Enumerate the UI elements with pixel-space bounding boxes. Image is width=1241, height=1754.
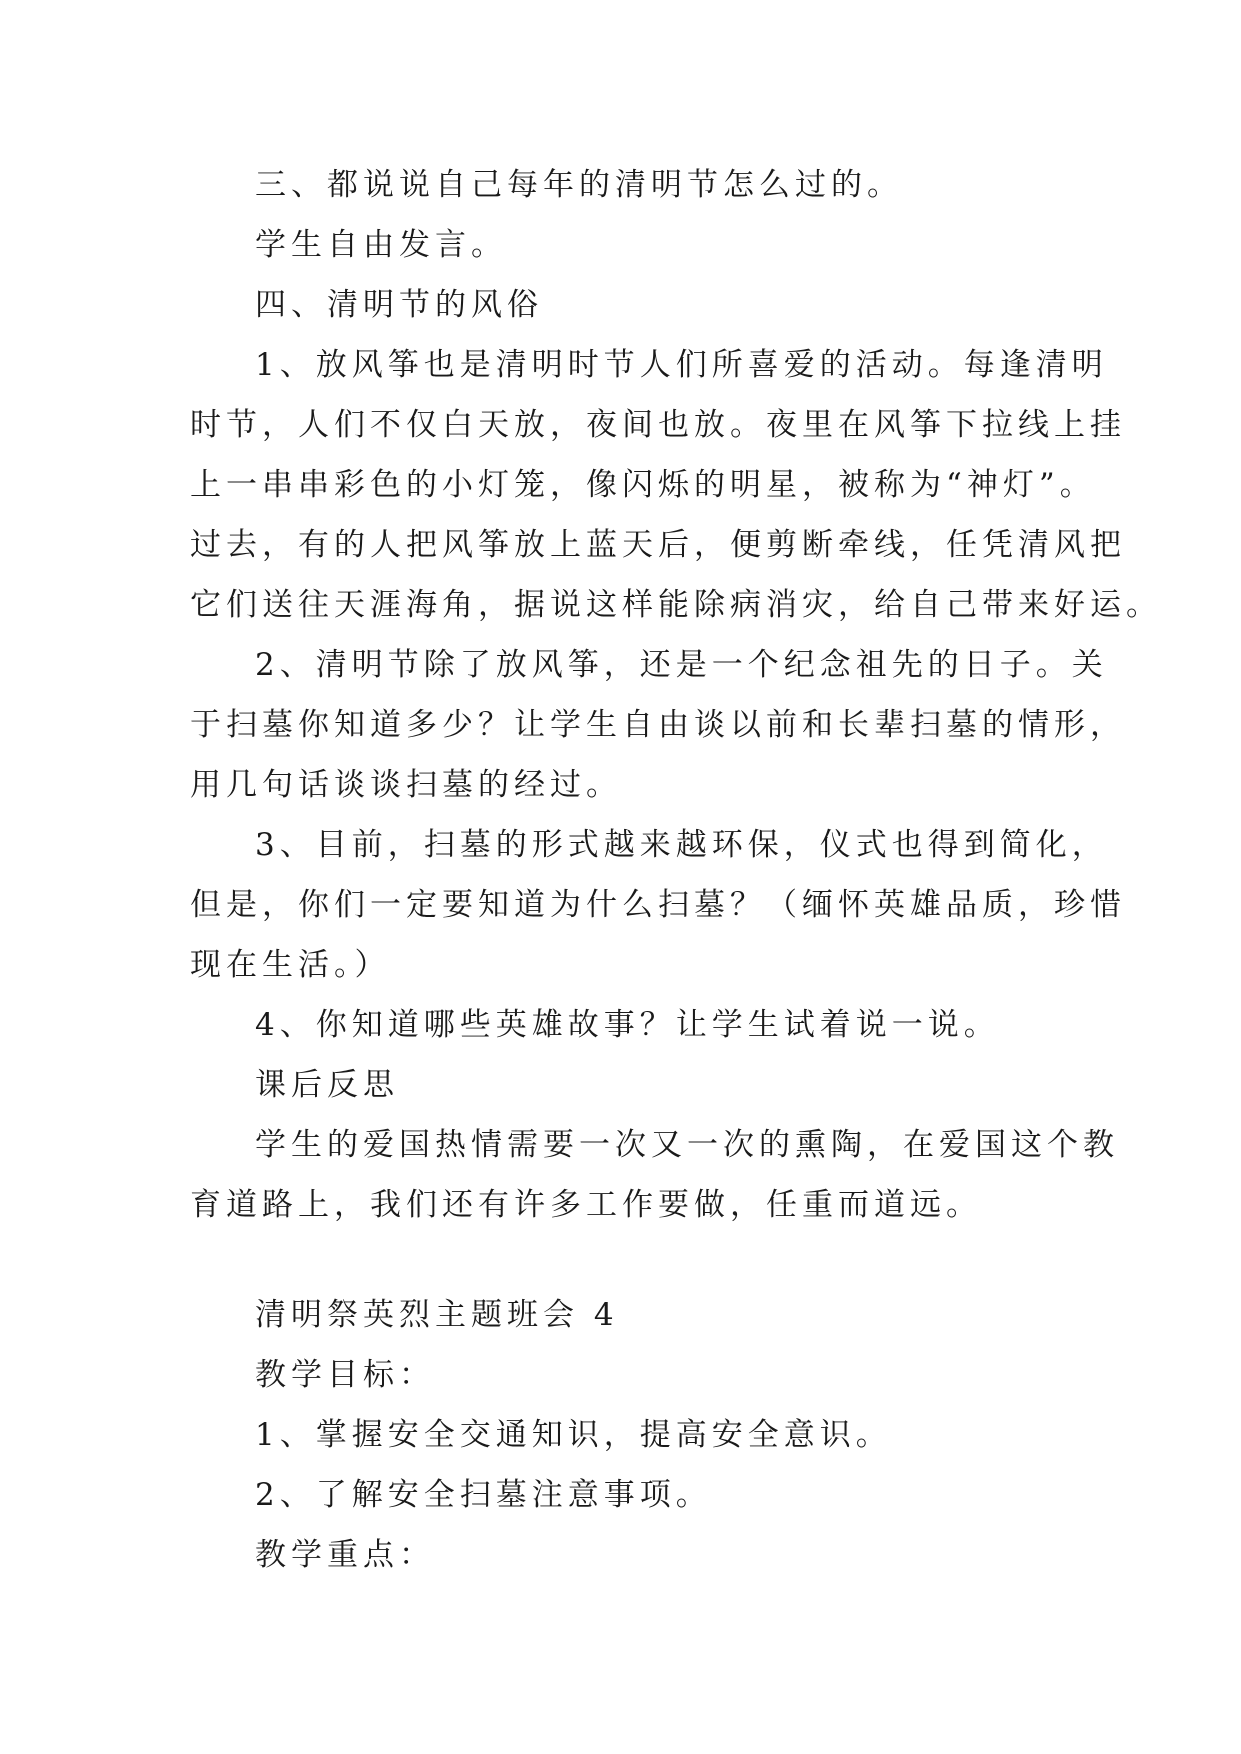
section-heading-goals: 教学目标：: [255, 1357, 435, 1393]
paragraph-line: 现在生活。）: [190, 947, 391, 983]
list-item: 1、掌握安全交通知识，提高安全意识。: [255, 1417, 892, 1453]
section-heading-reflection: 课后反思: [255, 1067, 399, 1103]
section-heading-focus: 教学重点：: [255, 1537, 435, 1573]
document-title: 清明祭英烈主题班会 4: [255, 1297, 619, 1333]
paragraph-line: 用几句话谈谈扫墓的经过。: [190, 767, 622, 803]
paragraph-line: 过去，有的人把风筝放上蓝天后，便剪断牵线，任凭清风把: [190, 527, 1126, 563]
paragraph-line: 它们送往天涯海角，据说这样能除病消灾，给自己带来好运。: [190, 587, 1162, 623]
paragraph-line: 时节，人们不仅白天放，夜间也放。夜里在风筝下拉线上挂: [190, 407, 1126, 443]
paragraph-line: 于扫墓你知道多少？让学生自由谈以前和长辈扫墓的情形，: [190, 707, 1126, 743]
paragraph-line: 1、放风筝也是清明时节人们所喜爱的活动。每逢清明: [255, 347, 1108, 383]
paragraph-line: 2、清明节除了放风筝，还是一个纪念祖先的日子。关: [255, 647, 1108, 683]
paragraph-line: 4、你知道哪些英雄故事？让学生试着说一说。: [255, 1007, 1000, 1043]
paragraph-line: 上一串串彩色的小灯笼，像闪烁的明星，被称为“神灯”。: [190, 467, 1096, 503]
paragraph-line: 3、目前，扫墓的形式越来越环保，仪式也得到简化，: [255, 827, 1108, 863]
section-heading-3: 三、都说说自己每年的清明节怎么过的。: [255, 167, 903, 203]
list-item: 2、了解安全扫墓注意事项。: [255, 1477, 712, 1513]
paragraph-line: 学生自由发言。: [255, 227, 507, 263]
section-heading-4: 四、清明节的风俗: [255, 287, 543, 323]
paragraph-line: 学生的爱国热情需要一次又一次的熏陶，在爱国这个教: [255, 1127, 1119, 1163]
paragraph-line: 但是，你们一定要知道为什么扫墓？（缅怀英雄品质，珍惜: [190, 887, 1126, 923]
paragraph-line: 育道路上，我们还有许多工作要做，任重而道远。: [190, 1187, 982, 1223]
